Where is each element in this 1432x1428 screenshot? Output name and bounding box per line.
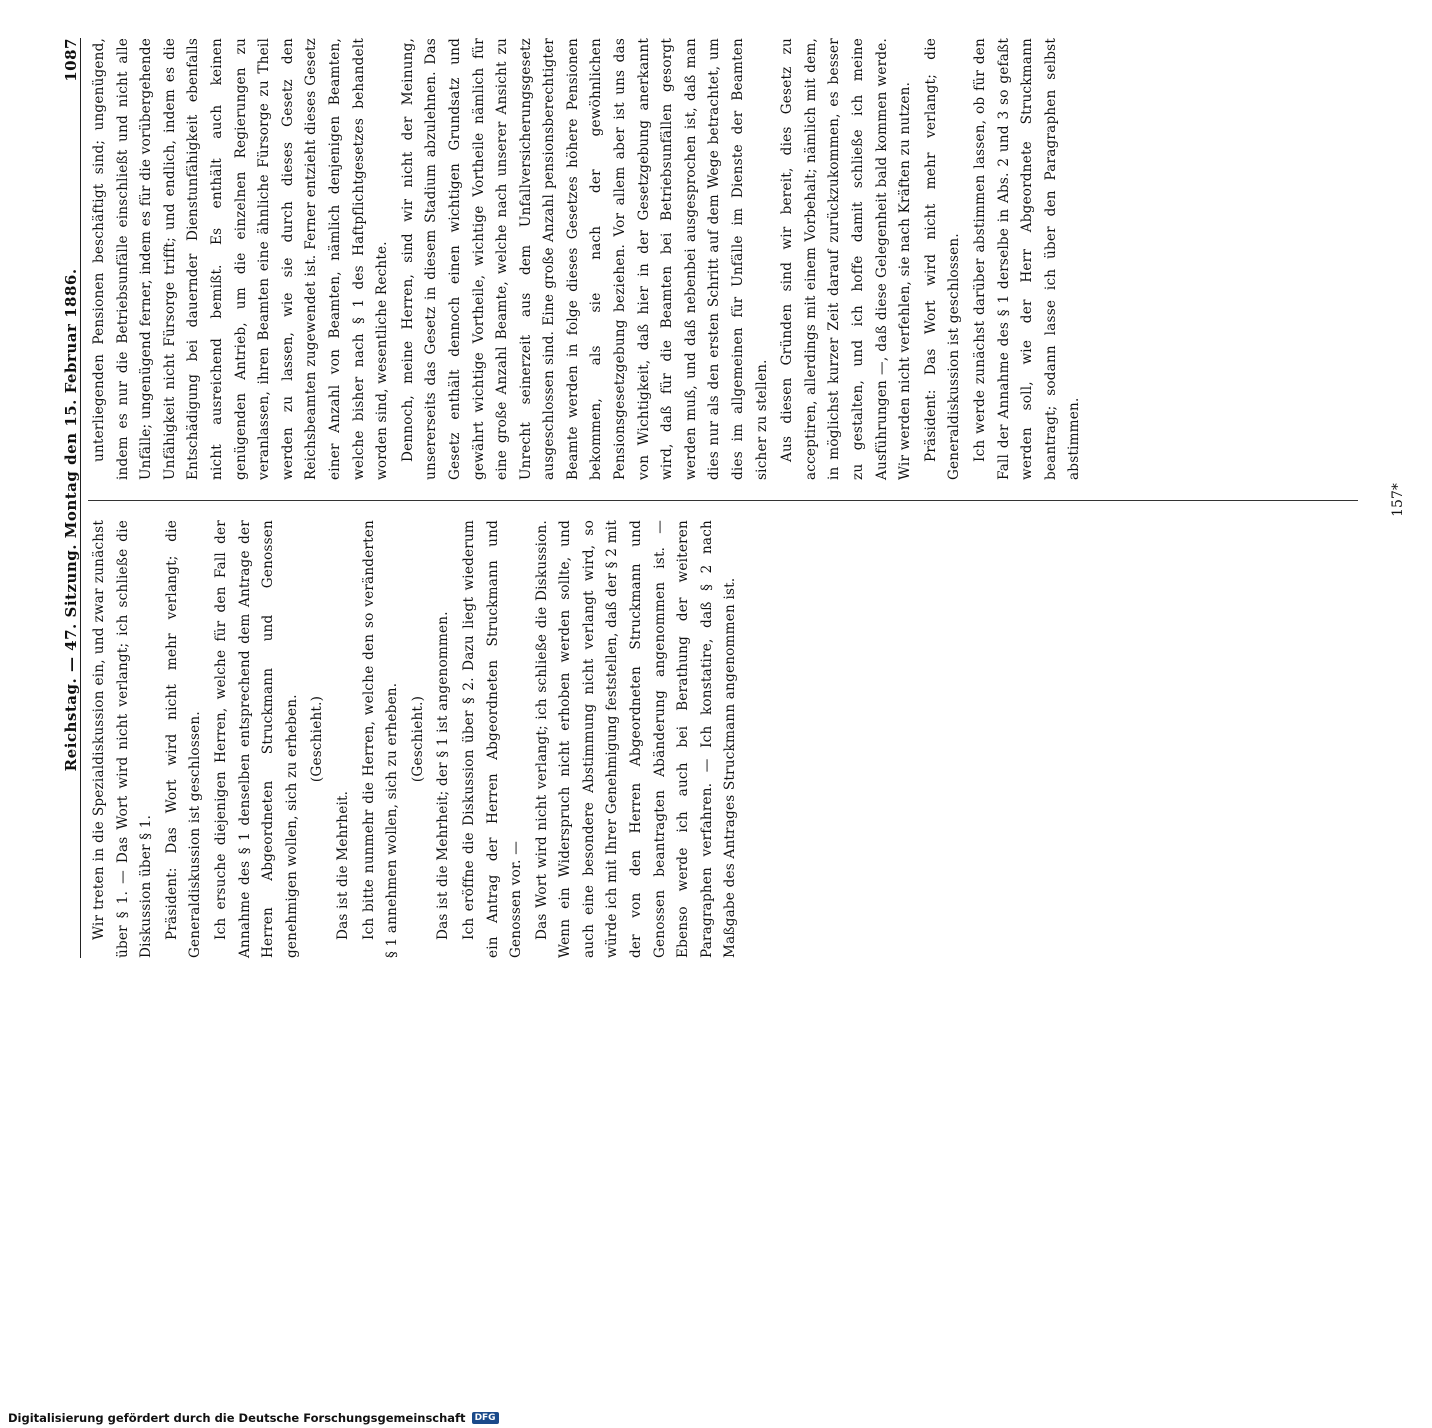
page-header xyxy=(54,38,81,958)
sheet-number: 157* xyxy=(1390,483,1406,517)
paragraph: Das Wort wird nicht verlangt; ich schließe die Diskussion. Wenn ein Widerspruch nicht erhoben werden sollte, und auch eine besondere Abstimmung nicht verlangt wird, so würde ich mit Ihrer Genehmigung feststellen, daß der § 2 mit der von den Herren Abgeordneten Struckmann und Genossen beantragten Abänderung angenommen ist. — Ebenso werde ich auch bei Berathung der weiteren Paragraphen verfahren. — Ich konstatire, daß § 2 nach Maßgabe des Antrages Struckmann angenommen ist. xyxy=(533,520,739,958)
paragraph: Wir treten in die Spezialdiskussion ein, und zwar zunächst über § 1. — Das Wort wird nicht verlangt; ich schließe die Diskussion über § 1. xyxy=(91,520,155,958)
page-number: 1087 xyxy=(62,38,80,82)
column-divider xyxy=(88,500,1358,501)
running-title: Reichstag. — 47. Sitzung. Montag den 15. Februar 1886. xyxy=(62,268,80,772)
paragraph: (Geschieht.) xyxy=(309,695,326,783)
paragraph: Ich werde zunächst darüber abstimmen lassen, ob für den Fall der Annahme des § 1 derselbe in Abs. 2 und 3 so gefaßt werden soll, wie der Herr Abgeordnete Struckmann beantragt; sodann lasse ich über den Paragraphen selbst abstimmen. xyxy=(971,38,1083,480)
paragraph: Das ist die Mehrheit. xyxy=(334,790,351,940)
paragraph: Präsident: Das Wort wird nicht mehr verlangt; die Generaldiskussion ist geschlossen. xyxy=(163,520,204,958)
paragraph: Ich ersuche diejenigen Herren, welche für den Fall der Annahme des § 1 denselben entsprechend dem Antrage der Herren Abgeordneten Struckmann und Genossen genehmigen wollen, sich zu erheben. xyxy=(212,520,300,958)
digitization-note xyxy=(0,1408,1000,1428)
left-text-column xyxy=(88,520,1378,958)
paragraph: Ich eröffne die Diskussion über § 2. Dazu liegt wiederum ein Antrag der Herren Abgeordneten Struckmann und Genossen vor. — xyxy=(460,520,525,958)
paragraph: Das ist die Mehrheit; der § 1 ist angenommen. xyxy=(435,611,452,940)
paragraph: Dennoch, meine Herren, sind wir nicht der Meinung, unsererseits das Gesetz in diesem Stadium abzulehnen. Das Gesetz enthält dennoch einen wichtigen Grundsatz und gewährt wichtige Vortheile, wichtige Vortheile nämlich für eine große Anzahl Beamte, welche nach unserer Ansicht zu Unrecht seinerzeit aus dem Unfallversicherungsgesetz ausgeschlossen sind. Eine große Anzahl pensionsberechtigter Beamte werden in folge dieses Gesetzes höhere Pensionen bekommen, als sie nach der gewöhnlichen Pensionsgesetzgebung beziehen. Vor allem aber ist uns das von Wichtigkeit, daß hier in der Gesetzgebung anerkannt wird, daß für die Beamten bei Betriebsunfällen gesorgt werden muß, und daß nebenbei ausgesprochen ist, daß man dies nur als den ersten Schritt auf dem Wege betrachtet, um dies im allgemeinen für Unfälle im Dienste der Beamten sicher zu stellen. xyxy=(399,38,770,480)
dfg-logo-icon: DFG xyxy=(472,1412,499,1424)
right-text-column xyxy=(88,38,1378,480)
digitization-text: Digitalisierung gefördert durch die Deutsche Forschungsgemeinschaft xyxy=(8,1411,466,1425)
paragraph: Ich bitte nunmehr die Herren, welche den so veränderten § 1 annehmen wollen, sich zu erheben. xyxy=(360,520,401,958)
paragraph: unterliegenden Pensionen beschäftigt sind; ungenügend, indem es nur die Betriebsunfälle einschließt und nicht alle Unfälle; ungenügend ferner, indem es für die vorübergehende Unfähigkeit nicht Fürsorge trifft; und endlich, indem es die Entschädigung bei dauernder Dienstunfähigkeit ebenfalls nicht ausreichend bemißt. Es enthält auch keinen genügenden Antrieb, um die einzelnen Regierungen zu veranlassen, ihren Beamten eine ähnliche Fürsorge zu Theil werden zu lassen, wie sie durch dieses Gesetz den Reichsbeamten zugewendet ist. Ferner entzieht dieses Gesetz einer Anzahl von Beamten, nämlich denjenigen Beamten, welche bisher nach § 1 des Haftpflichtgesetzes behandelt worden sind, wesentliche Rechte. xyxy=(91,38,391,480)
paragraph: Aus diesen Gründen sind wir bereit, dies Gesetz zu acceptiren, allerdings mit einem Vorbehalt; nämlich mit dem, in möglichst kurzer Zeit darauf zurückzukommen, es besser zu gestalten, und ich hoffe damit schließe ich meine Ausführungen —, daß diese Gelegenheit bald kommen werde. Wir werden nicht verfehlen, sie nach Kräften zu nutzen. xyxy=(779,38,914,480)
paragraph: (Geschieht.) xyxy=(409,695,426,783)
paragraph: Präsident: Das Wort wird nicht mehr verlangt; die Generaldiskussion ist geschlossen. xyxy=(922,38,963,480)
